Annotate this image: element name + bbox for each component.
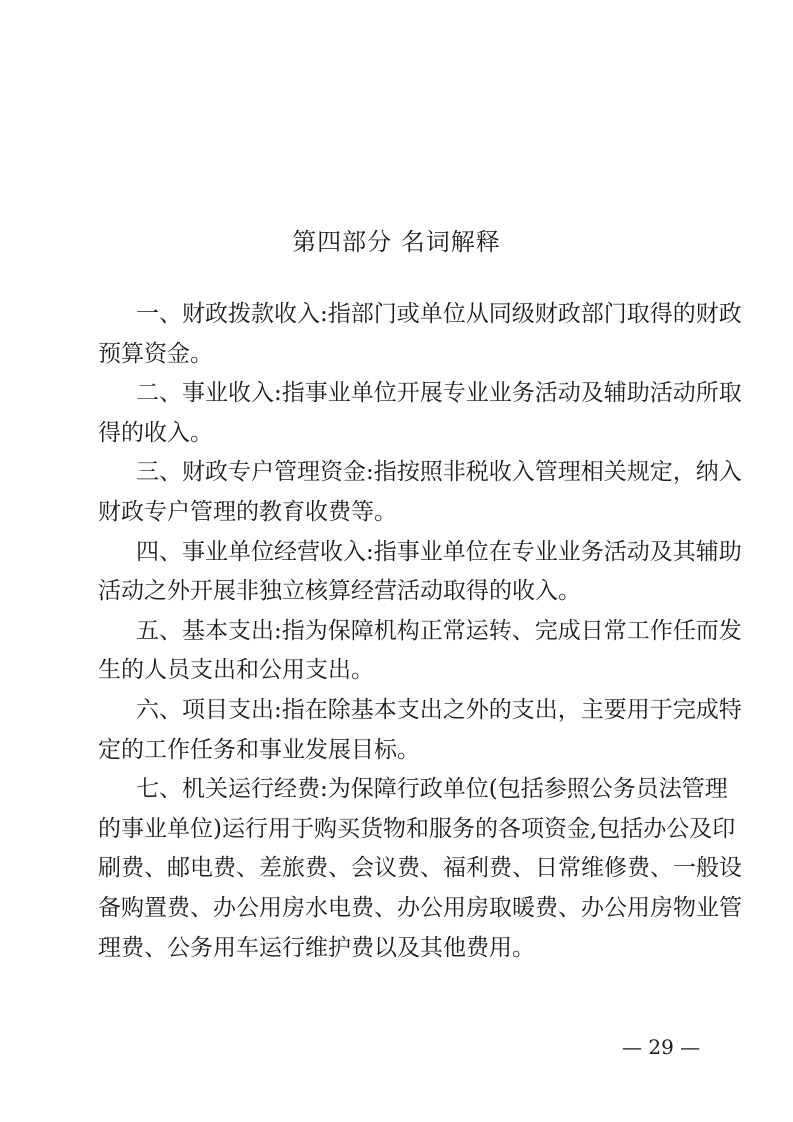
text-line: 活动之外开展非独立核算经营活动取得的收入。 <box>98 578 581 605</box>
text-line: 五、基本支出:指为保障机构正常运转、完成日常工作任而发 <box>136 617 742 644</box>
text-line: 定的工作任务和事业发展目标。 <box>98 736 420 763</box>
text-line: 四、事业单位经营收入:指事业单位在专业业务活动及其辅助 <box>136 538 742 565</box>
paragraph-3 <box>98 453 742 532</box>
text-line: 生的人员支出和公用支出。 <box>98 657 374 684</box>
text-line: 七、机关运行经费:为保障行政单位(包括参照公务员法管理 <box>136 776 728 803</box>
text-line: 财政专户管理的教育收费等。 <box>98 498 397 525</box>
paragraph-2 <box>98 374 742 453</box>
section-title: 第四部分 名词解释 <box>292 228 501 256</box>
text-line: 一、财政拨款收入:指部门或单位从同级财政部门取得的财政 <box>136 301 742 327</box>
text-line: 得的收入。 <box>98 419 213 446</box>
page-number: — 29 — <box>622 1035 701 1059</box>
text-line: 三、财政专户管理资金:指按照非税收入管理相关规定，纳入 <box>136 459 742 486</box>
text-line: 六、项目支出:指在除基本支出之外的支出，主要用于完成特 <box>136 696 742 723</box>
text-line: 预算资金。 <box>98 340 213 367</box>
paragraph-7 <box>98 770 742 968</box>
text-line: 二、事业收入:指事业单位开展专业业务活动及辅助活动所取 <box>136 380 742 407</box>
paragraph-1 <box>98 295 742 374</box>
text-line: 刷费、邮电费、差旅费、会议费、福利费、日常维修费、一般设 <box>98 855 742 882</box>
paragraph-6 <box>98 691 742 770</box>
definitions-body <box>98 295 742 968</box>
text-line: 理费、公务用车运行维护费以及其他费用。 <box>98 934 535 961</box>
paragraph-4 <box>98 533 742 612</box>
paragraph-5 <box>98 612 742 691</box>
text-line: 的事业单位)运行用于购买货物和服务的各项资金,包括办公及印 <box>98 815 736 842</box>
text-line: 备购置费、办公用房水电费、办公用房取暖费、办公用房物业管 <box>98 894 742 921</box>
